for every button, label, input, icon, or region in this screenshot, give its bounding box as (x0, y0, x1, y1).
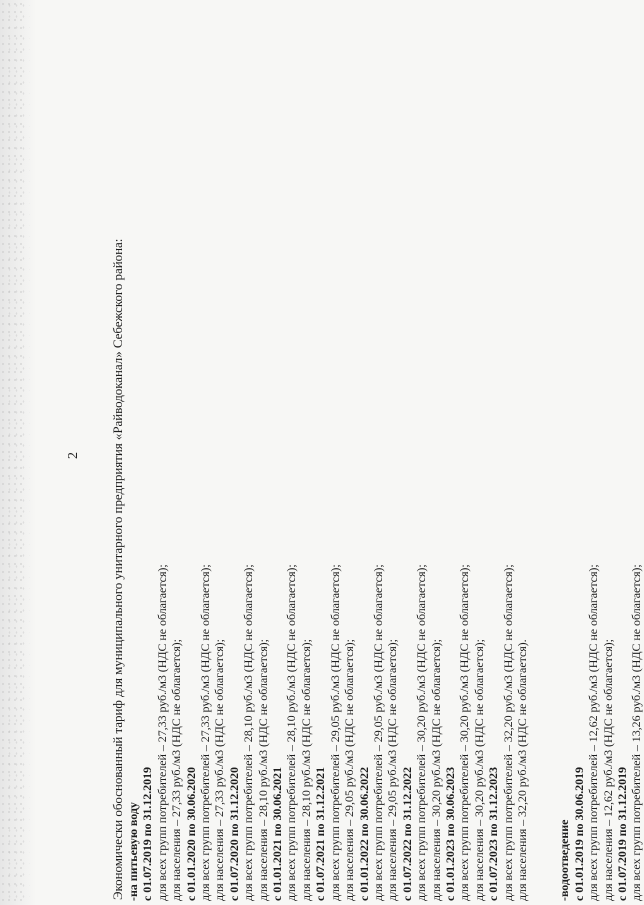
drinking-water-title: -на питьевую воду (126, 802, 140, 901)
period-label: с 01.01.2021 по 30.06.2021 (270, 767, 285, 901)
tariff-line: для населения – 29,05 руб./м3 (НДС не облагается); (342, 639, 357, 901)
period-label: с 01.07.2023 по 31.12.2023 (486, 767, 501, 901)
tariff-line: для населения – 27,33 руб./м3 (НДС не облагается); (169, 639, 184, 901)
period-label: с 01.07.2022 по 31.12.2022 (399, 767, 414, 901)
period-label: с 01.07.2020 по 31.12.2020 (226, 767, 241, 901)
tariff-line: для всех групп потребителей – 30,20 руб./м3 (НДС не облагается); (414, 564, 429, 901)
period-label: с 01.07.2021 по 31.12.2021 (313, 767, 328, 901)
period-label: с 01.01.2020 по 30.06.2020 (183, 767, 198, 901)
tariff-line: для всех групп потребителей – 12,62 руб./м3 (НДС не облагается); (586, 564, 601, 901)
tariff-line: для населения – 28,10 руб./м3 (НДС не облагается); (255, 639, 270, 901)
period-label: с 01.07.2019 по 31.12.2019 (140, 767, 155, 901)
section-gap (529, 71, 557, 901)
drinking-water-section (126, 71, 529, 901)
tariff-line: для всех групп потребителей – 13,26 руб./м3 (НДС не облагается); (629, 564, 644, 901)
tariff-line: для всех групп потребителей – 29,05 руб./м3 (НДС не облагается); (370, 564, 385, 901)
wastewater-title: -водоотведение (557, 819, 572, 901)
tariff-line: для населения – 30,20 руб./м3 (НДС не облагается); (471, 639, 486, 901)
tariff-line: для всех групп потребителей – 30,20 руб./м3 (НДС не облагается); (457, 564, 472, 901)
tariff-line: для всех групп потребителей – 27,33 руб./м3 (НДС не облагается); (154, 564, 169, 901)
tariff-line: для населения – 27,33 руб./м3 (НДС не облагается); (212, 639, 227, 901)
tariff-line: для всех групп потребителей – 28,10 руб./м3 (НДС не облагается); (284, 564, 299, 901)
wastewater-section (557, 71, 643, 901)
tariff-document-text (110, 71, 644, 901)
tariff-line: для всех групп потребителей – 27,33 руб./м3 (НДС не облагается); (198, 564, 213, 901)
tariff-line: для всех групп потребителей – 29,05 руб./м3 (НДС не облагается); (327, 564, 342, 901)
tariff-line: для всех групп потребителей – 28,10 руб./м3 (НДС не облагается); (241, 564, 256, 901)
period-label: с 01.07.2019 по 31.12.2019 (615, 767, 629, 901)
tariff-line: для населения – 28,10 руб./м3 (НДС не облагается); (298, 639, 313, 901)
tariff-line: для населения – 29,05 руб./м3 (НДС не облагается); (385, 639, 400, 901)
tariff-line: для всех групп потребителей – 32,20 руб./м3 (НДС не облагается); (500, 564, 515, 901)
scan-edge-noise (0, 0, 36, 905)
tariff-line: для населения – 32,20 руб./м3 (НДС не облагается). (514, 639, 529, 901)
period-label: с 01.01.2019 по 30.06.2019 (571, 767, 586, 901)
period-label: с 01.01.2023 по 30.06.2023 (442, 767, 457, 901)
period-label: с 01.01.2022 по 30.06.2022 (356, 767, 371, 901)
document-heading: Экономически обоснованный тариф для муниципального унитарного предприятия «Райводоканал» Себежского района: (110, 238, 125, 900)
tariff-line: для населения – 12,62 руб./м3 (НДС не облагается); (600, 639, 615, 901)
page-number: 2 (66, 452, 81, 459)
tariff-line: для населения – 30,20 руб./м3 (НДС не облагается); (428, 639, 443, 901)
